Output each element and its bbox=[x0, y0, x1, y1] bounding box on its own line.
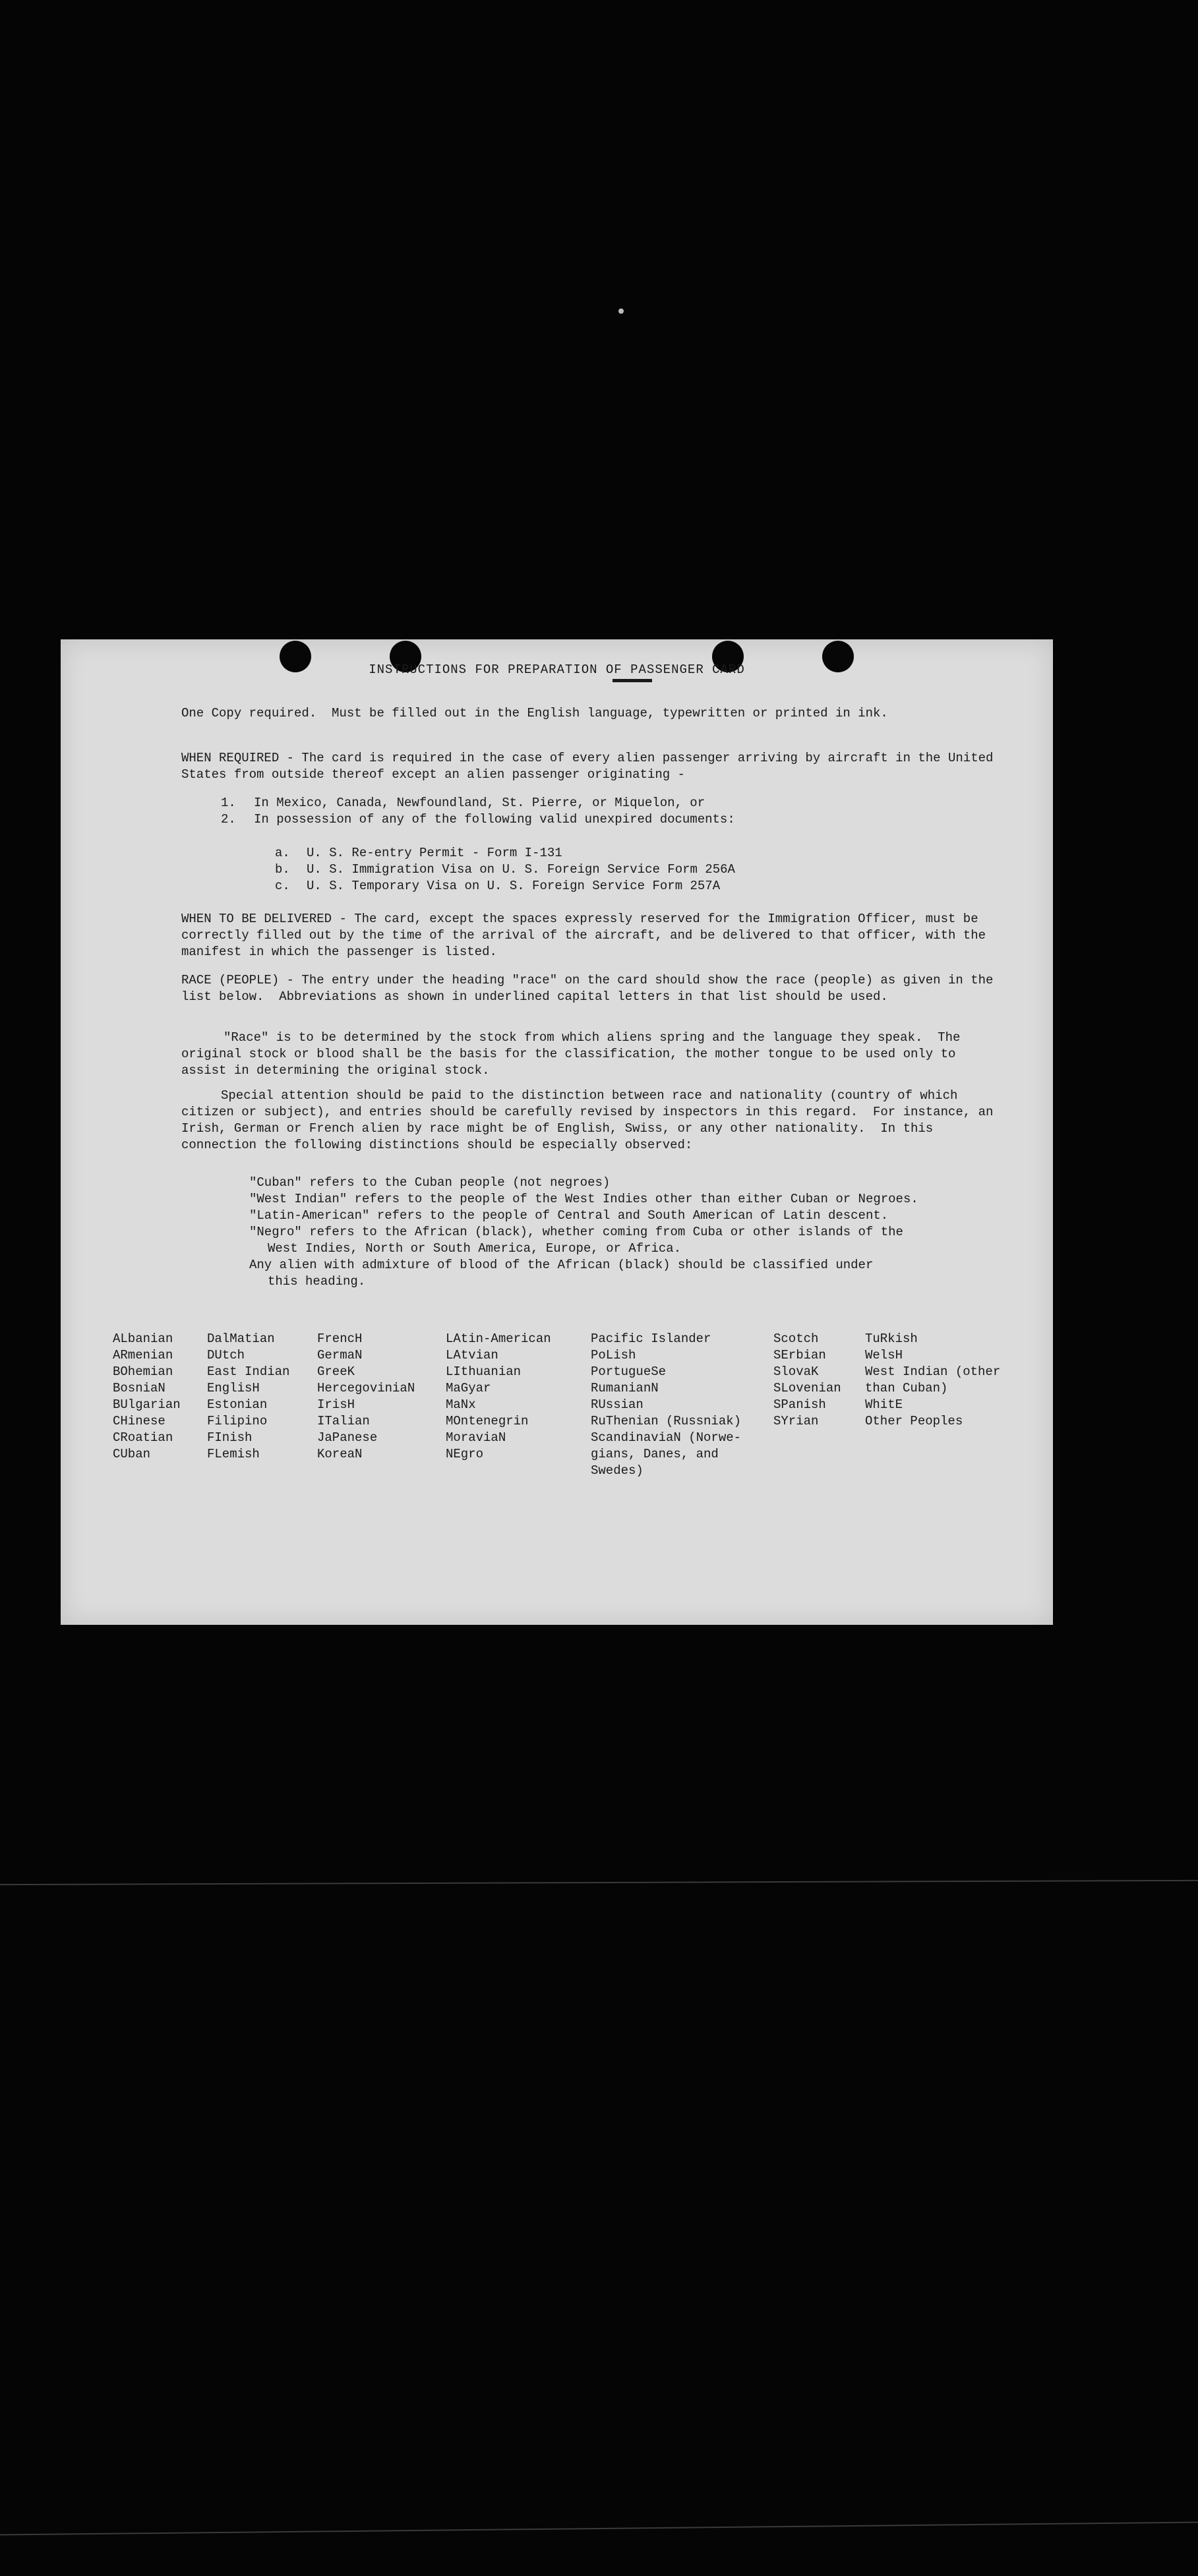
race-entry: LIthuanian bbox=[446, 1364, 522, 1379]
race-entry: GermaN bbox=[317, 1348, 363, 1362]
definition-negro: "Negro" refers to the African (black), whether coming from Cuba or other islands of the West Indies, North or South America, Europe, or Africa. bbox=[249, 1225, 903, 1256]
race-entry: TuRkish bbox=[865, 1332, 918, 1346]
race-entry: DalMatian bbox=[207, 1332, 275, 1346]
definition-cuban: "Cuban" refers to the Cuban people (not negroes) bbox=[249, 1175, 611, 1190]
race-entry: WelsH bbox=[865, 1348, 903, 1362]
race-entry: Swedes) bbox=[591, 1463, 644, 1478]
race-entry: Other Peoples bbox=[865, 1414, 963, 1428]
race-list-column bbox=[591, 1331, 741, 1479]
race-entry: WhitE bbox=[865, 1397, 903, 1412]
special-attention-paragraph: Special attention should be paid to the distinction between race and nationality (country of which citizen or subject), and entries should be carefully revised by inspectors in this regard. For instance, an Irish, German or French alien by race might be of English, Swiss, or any other nationality. In this connection the following distinctions should be especially observed: bbox=[181, 1088, 1001, 1152]
race-entry: RuThenian (Russniak) bbox=[591, 1414, 742, 1428]
title-underline bbox=[613, 679, 652, 682]
race-entry: BosniaN bbox=[113, 1381, 165, 1395]
race-entry: SPanish bbox=[773, 1397, 826, 1412]
race-entry: CHinese bbox=[113, 1414, 165, 1428]
race-entry: SlovaK bbox=[773, 1364, 819, 1379]
race-entry: gians, Danes, and bbox=[591, 1447, 719, 1461]
document-item: a. U. S. Re-entry Permit - Form I-131 bbox=[275, 846, 562, 860]
race-entry: West Indian (other bbox=[865, 1364, 1001, 1379]
race-entry: BUlgarian bbox=[113, 1397, 181, 1412]
race-entry: CRoatian bbox=[113, 1430, 173, 1445]
race-entry: EnglisH bbox=[207, 1381, 260, 1395]
race-entry: MaNx bbox=[446, 1397, 476, 1412]
race-entry: East Indian bbox=[207, 1364, 290, 1379]
race-entry: IrisH bbox=[317, 1397, 355, 1412]
race-entry: FInish bbox=[207, 1430, 253, 1445]
race-entry: MOntenegrin bbox=[446, 1414, 529, 1428]
race-entry: RumanianN bbox=[591, 1381, 659, 1395]
race-entry: GreeK bbox=[317, 1364, 355, 1379]
when-delivered-paragraph: WHEN TO BE DELIVERED - The card, except the spaces expressly reserved for the Immigration Officer, must be correctly filled out by the time of the arrival of the aircraft, and be delivered to that officer, with the manifest in which the passenger is listed. bbox=[181, 912, 994, 959]
scan-artifact-line bbox=[0, 2521, 1198, 2535]
race-list-column bbox=[317, 1331, 415, 1463]
race-list-column bbox=[207, 1331, 289, 1463]
race-entry: BOhemian bbox=[113, 1364, 173, 1379]
race-entry: Estonian bbox=[207, 1397, 268, 1412]
document-page bbox=[61, 639, 1053, 1625]
race-stock-paragraph: "Race" is to be determined by the stock from which aliens spring and the language they speak. The original stock or blood shall be the basis for the classification, the mother tongue to be used only to assist in determining the original stock. bbox=[181, 1030, 968, 1078]
race-list-column bbox=[446, 1331, 551, 1463]
document-item: b. U. S. Immigration Visa on U. S. Foreign Service Form 256A bbox=[275, 862, 735, 877]
when-required-paragraph: WHEN REQUIRED - The card is required in the case of every alien passenger arriving by aircraft in the United States from outside thereof except an alien passenger originating - bbox=[181, 751, 1001, 782]
race-entry: KoreaN bbox=[317, 1447, 363, 1461]
race-entry: Filipino bbox=[207, 1414, 268, 1428]
definition-admixture: Any alien with admixture of blood of the African (black) should be classified under this heading. bbox=[249, 1258, 874, 1289]
race-entry: MoraviaN bbox=[446, 1430, 506, 1445]
race-entry: DUtch bbox=[207, 1348, 245, 1362]
race-entry: JaPanese bbox=[317, 1430, 378, 1445]
race-list-column bbox=[773, 1331, 841, 1430]
copy-required-paragraph: One Copy required. Must be filled out in the English language, typewritten or printed in ink. bbox=[181, 706, 888, 720]
race-list-column bbox=[113, 1331, 181, 1463]
race-entry: NEgro bbox=[446, 1447, 484, 1461]
race-list-column bbox=[865, 1331, 1000, 1430]
race-entry: ARmenian bbox=[113, 1348, 173, 1362]
race-entry: SYrian bbox=[773, 1414, 819, 1428]
race-entry: Scotch bbox=[773, 1332, 819, 1346]
race-entry: ScandinaviaN (Norwe- bbox=[591, 1430, 742, 1445]
document-item: c. U. S. Temporary Visa on U. S. Foreign Service Form 257A bbox=[275, 879, 721, 893]
race-entry: Pacific Islander bbox=[591, 1332, 711, 1346]
race-entry: RUssian bbox=[591, 1397, 644, 1412]
document-text bbox=[61, 639, 1053, 1625]
race-entry: PortugueSe bbox=[591, 1364, 667, 1379]
dust-speck bbox=[618, 308, 624, 314]
race-entry: LAtin-American bbox=[446, 1332, 551, 1346]
definition-latin-american: "Latin-American" refers to the people of Central and South American of Latin descent. bbox=[249, 1208, 889, 1223]
origin-item: 1. In Mexico, Canada, Newfoundland, St. Pierre, or Miquelon, or bbox=[221, 796, 705, 810]
document-title: INSTRUCTIONS FOR PREPARATION OF PASSENGER CARD bbox=[369, 662, 745, 677]
race-people-paragraph: RACE (PEOPLE) - The entry under the heading "race" on the card should show the race (people) as given in the list below. Abbreviations as shown in underlined capital letters in that list should be used. bbox=[181, 973, 1001, 1004]
origin-item: 2. In possession of any of the following valid unexpired documents: bbox=[221, 812, 735, 827]
race-entry: SLovenian bbox=[773, 1381, 841, 1395]
race-entry: CUban bbox=[113, 1447, 151, 1461]
race-entry: FLemish bbox=[207, 1447, 260, 1461]
race-entry: than Cuban) bbox=[865, 1381, 948, 1395]
race-entry: PoLish bbox=[591, 1348, 636, 1362]
definition-west-indian: "West Indian" refers to the people of the West Indies other than either Cuban or Negroes. bbox=[249, 1192, 918, 1206]
race-entry: MaGyar bbox=[446, 1381, 491, 1395]
race-entry: SErbian bbox=[773, 1348, 826, 1362]
race-entry: ALbanian bbox=[113, 1332, 173, 1346]
race-entry: FrencH bbox=[317, 1332, 363, 1346]
race-entry: HercegoviniaN bbox=[317, 1381, 415, 1395]
race-entry: ITalian bbox=[317, 1414, 370, 1428]
scan-artifact-line bbox=[0, 1880, 1198, 1885]
race-entry: LAtvian bbox=[446, 1348, 498, 1362]
